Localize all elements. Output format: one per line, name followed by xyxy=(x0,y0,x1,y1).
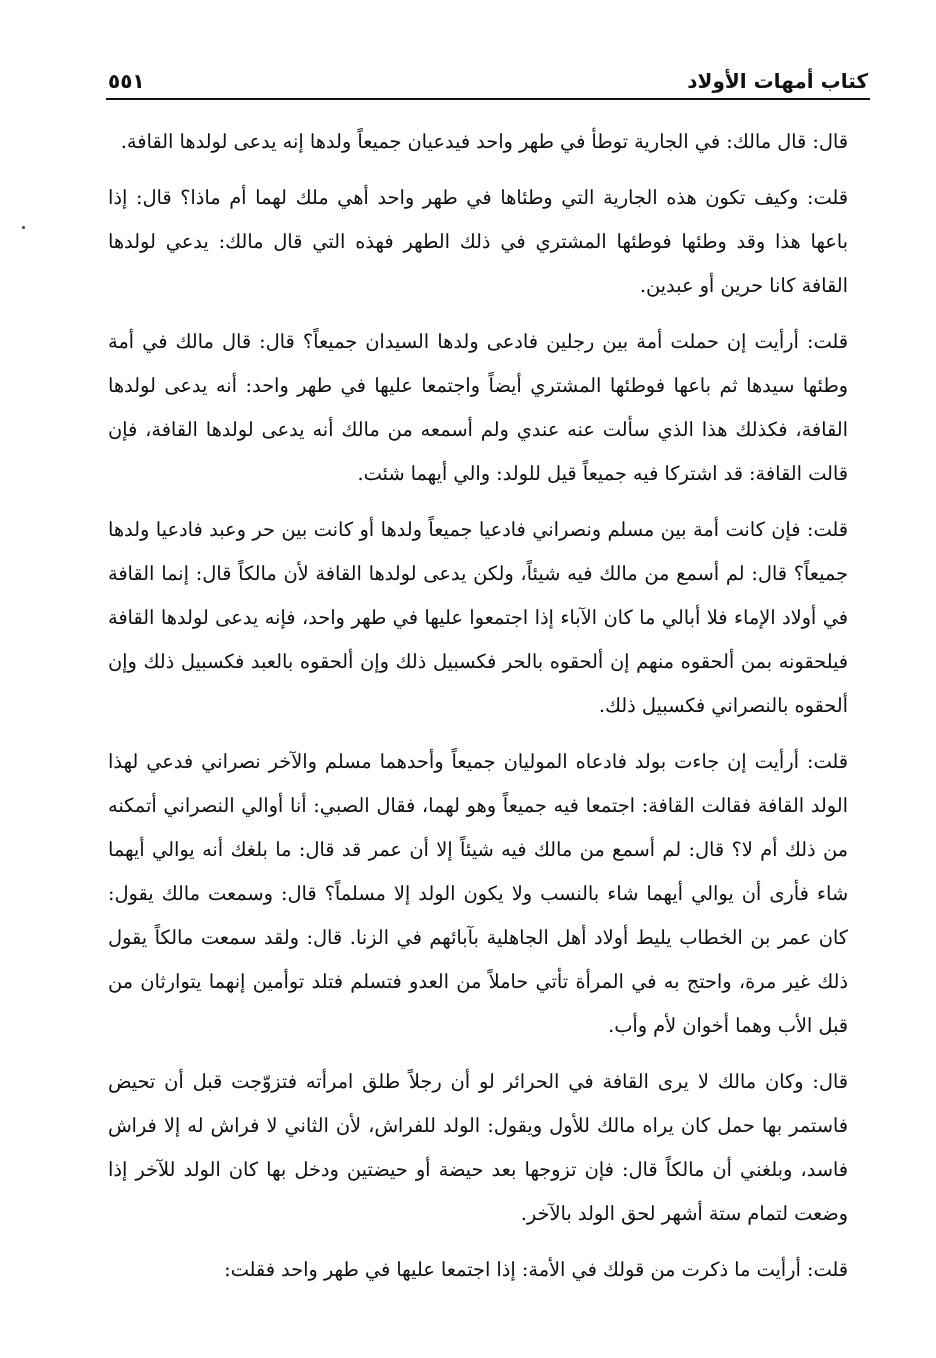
paragraph: قلت: أرأيت إن حملت أمة بين رجلين فادعى ولدها السيدان جميعاً؟ قال: قال مالك في أمة وطئها سيدها ثم باعها فوطئها المشتري أيضاً واجتمعا عليها في طهر واحد: أنه يدعى لولدها القافة، فكذلك هذا الذي سألت عنه عندي ولم أسمعه من مالك أنه يدعى لولدها القافة، فإن قالت القافة: قد اشتركا فيه جميعاً قيل للولد: والي أيهما شئت. xyxy=(108,330,848,485)
header-rule xyxy=(106,98,870,100)
paragraph: قال: وكان مالك لا يرى القافة في الحرائر لو أن رجلاً طلق امرأته فتزوّجت قبل أن تحيض فاستمر بها حمل كان يراه مالك للأول ويقول: الولد للفراش، لأن الثاني لا فراش له إلا فراش فاسد، وبلغني أن مالكاً قال: فإن تزوجها بعد حيضة أو حيضتين ودخل بها كان الولد للآخر إذا وضعت لتمام ستة أشهر لحق الولد بالآخر. xyxy=(108,1070,848,1225)
scan-speck xyxy=(22,226,25,229)
paragraph: قلت: وكيف تكون هذه الجارية التي وطئاها في طهر واحد أهي ملك لهما أم ماذا؟ قال: إذا باعها هذا وقد وطئها فوطئها المشتري في ذلك الطهر فهذه التي قال مالك: يدعي لولدها القافة كانا حرين أو عبدين. xyxy=(108,186,848,297)
paragraph: قلت: أرأيت إن جاءت بولد فادعاه الموليان جميعاً وأحدهما مسلم والآخر نصراني فدعي لهذا الولد القافة فقالت القافة: اجتمعا فيه جميعاً وهو لهما، فقال الصبي: أنا أوالي النصراني أتمكنه من ذلك أم لا؟ قال: لم أسمع من مالك فيه شيئاً إلا أن عمر قد قال: ما بلغك أنه يوالي أيهما شاء فأرى أن يوالي أيهما شاء بالنسب ولا يكون الولد إلا مسلماً؟ قال: وسمعت مالك يقول: كان عمر بن الخطاب يليط أولاد أهل الجاهلية بآبائهم في الزنا. قال: ولقد سمعت مالكاً يقول ذلك غير مرة، واحتج به في المرأة تأتي حاملاً من العدو فتسلم فتلد توأمين إنهما يتوارثان من قبل الأب وهما أخوان لأم وأب. xyxy=(108,750,848,1037)
page-header xyxy=(108,58,868,94)
page-body xyxy=(108,120,848,1304)
page-number: ٥٥١ xyxy=(108,69,145,93)
running-title: كتاب أمهات الأولاد xyxy=(687,69,868,93)
paragraph: قال: قال مالك: في الجارية توطأ في طهر واحد فيدعيان جميعاً ولدها إنه يدعى لولدها القافة. xyxy=(120,130,848,153)
paragraph: قلت: فإن كانت أمة بين مسلم ونصراني فادعيا جميعاً ولدها أو كانت بين حر وعبد فادعيا ولدها جميعاً؟ قال: لم أسمع من مالك فيه شيئاً، ولكن يدعى لولدها القافة لأن مالكاً قال: إنما القافة في أولاد الإماء فلا أبالي ما كان الآباء إذا اجتمعوا عليها في طهر واحد، فإنه يدعى لولدها القافة فيلحقونه بمن ألحقوه منهم إن ألحقوه بالحر فكسبيل ذلك وإن ألحقوه بالعبد فكسبيل ذلك وإن ألحقوه بالنصراني فكسبيل ذلك. xyxy=(108,518,848,717)
paragraph: قلت: أرأيت ما ذكرت من قولك في الأمة: إذا اجتمعا عليها في طهر واحد فقلت: xyxy=(224,1258,848,1281)
